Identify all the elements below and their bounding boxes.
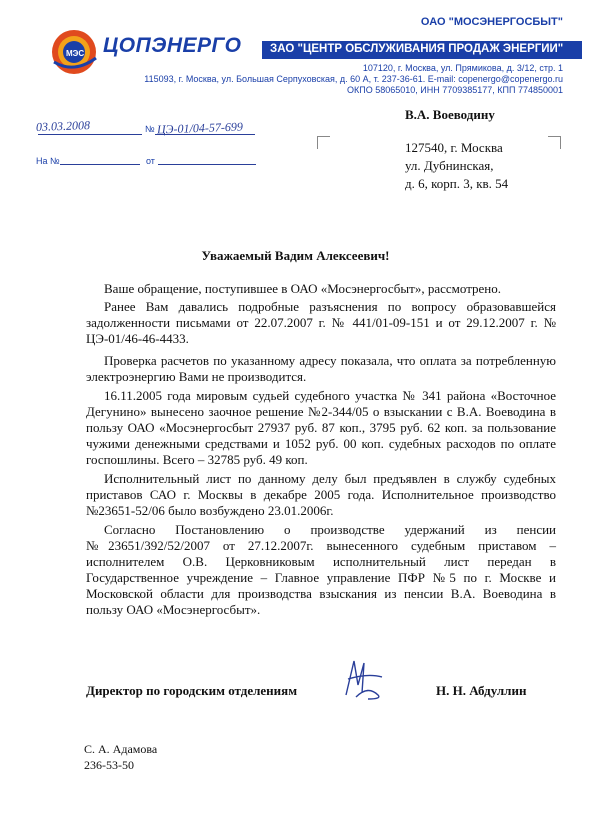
corner-mark-left (317, 136, 330, 149)
signatory-title: Директор по городским отделениям (86, 683, 298, 698)
salutation: Уважаемый Вадим Алексеевич! (201, 248, 390, 263)
paragraph-4: 16.11.2005 года мировым судьей судебного участка № 341 района «Восточное Дегунино» вынесено заочное решение №2-344/05 о взыскании с В.А. Воеводина в пользу ОАО «Мосэнергосбыт 27937 руб. 87 коп., 3795 руб. 62 коп. за пользование чужими денежными средствами и 1052 руб. 00 коп. судебных расходов по оплате госпошлины. Всего – 32785 руб. 49 коп. (86, 388, 556, 467)
date-underline (38, 134, 142, 135)
parent-org: ОАО "МОСЭНЕРГОСБЫТ" (420, 16, 563, 28)
number-underline (155, 134, 255, 135)
executor-phone: 236-53-50 (84, 758, 134, 772)
executor-name: С. А. Адамова (84, 742, 158, 756)
number-label: № (145, 124, 155, 134)
paragraph-1: Ваше обращение, поступившее в ОАО «Мосэнергосбыт», рассмотрено. (104, 281, 502, 296)
org-name: ЗАО "ЦЕНТР ОБСЛУЖИВАНИЯ ПРОДАЖ ЭНЕРГИИ" (270, 43, 564, 55)
recipient-name: В.А. Воеводину (405, 107, 495, 122)
recipient-line-2: ул. Дубнинская, (405, 158, 494, 173)
ot-underline (158, 164, 256, 165)
corner-mark-right (548, 136, 561, 149)
paragraph-2: Ранее Вам давались подробные разъяснения по вопросу образовавшейся задолженности письмами от 22.07.2007 г. № 441/01-09-151 и от 29.12.2007 г. № ЦЭ-01/46-46-4433. (86, 299, 556, 346)
address-line-2: 115093, г. Москва, ул. Большая Серпуховская, д. 60 А, т. 237-36-61. E-mail: copenergo@copenergo.ru (144, 74, 563, 84)
address-line-1: 107120, г. Москва, ул. Прямикова, д. 3/12, стр. 1 (362, 63, 563, 73)
signatory-name: Н. Н. Абдуллин (436, 683, 527, 698)
na-underline (60, 164, 140, 165)
letter-body (86, 281, 556, 618)
logo-badge-text: МЭС (66, 49, 85, 58)
paragraph-3: Проверка расчетов по указанному адресу показала, что оплата за потребленную электроэнергию Вами не производится. (86, 353, 556, 384)
handwritten-date: 03.03.2008 (35, 118, 91, 134)
recipient-line-3: д. 6, корп. 3, кв. 54 (405, 176, 509, 191)
signature-scribble (338, 655, 388, 703)
handwritten-number: ЦЭ-01/04-57-699 (156, 119, 244, 137)
company-codes: ОКПО 58065010, ИНН 7709385177, КПП 774850001 (346, 85, 563, 95)
recipient-line-1: 127540, г. Москва (405, 140, 503, 155)
paragraph-6: Согласно Постановлению о производстве удержаний из пенсии №23651/392/52/2007 от 27.12.2007г. вынесенного судебным приставом – исполнителем О.В. Церковниковым исполнительный лист передан в Государственное учреждение – Главное управление ПФР №5 по г. Москве и Московской области для производства взыскания из пенсии В.А. Воеводина в пользу ОАО «Мосэнергосбыт». (86, 522, 556, 617)
na-label: На № (36, 156, 60, 166)
brand-name: ЦОПЭНЕРГО (103, 34, 242, 57)
ot-label: от (146, 156, 155, 166)
paragraph-5: Исполнительный лист по данному делу был предъявлен в службу судебных приставов САО г. Москвы в декабре 2005 года. Исполнительное производство №23651-52/06 было возбуждено 23.01.2006г. (86, 471, 556, 518)
